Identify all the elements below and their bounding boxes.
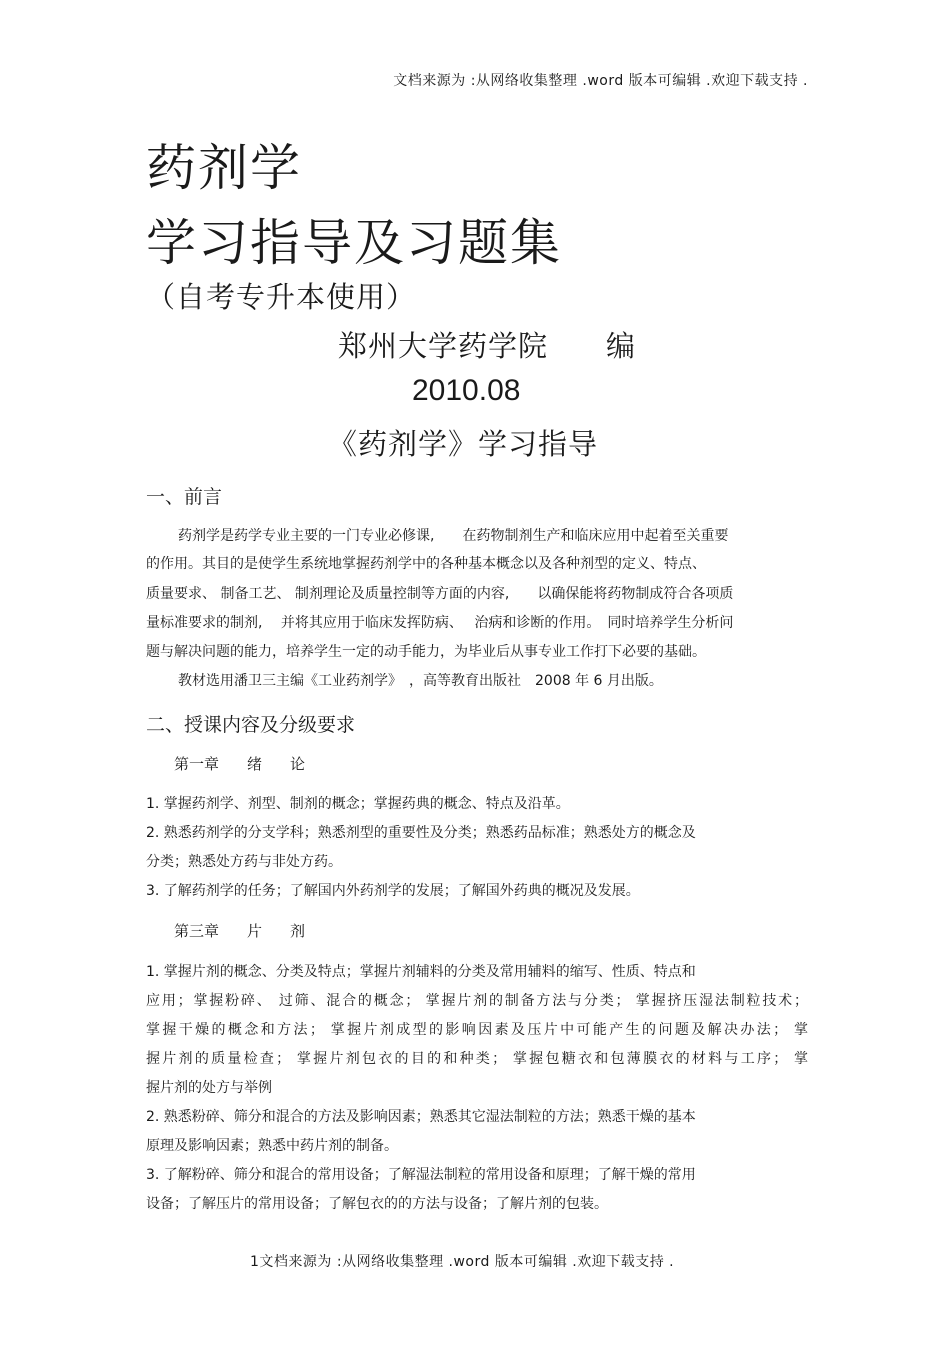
- usage-note: （自考专升本使用）: [146, 280, 417, 314]
- list-item: 应用；掌握粉碎、 过筛、混合的概念； 掌握片剂的制备方法与分类； 掌握挤压湿法制粒技术；: [146, 993, 808, 1009]
- chapter-heading-3: [174, 920, 333, 941]
- paragraph-line: 质量要求、 制备工艺、 制剂理论及质量控制等方面的内容, 以确保能将药物制成符合各项质: [146, 586, 734, 602]
- publish-date: 2010.08: [412, 374, 521, 407]
- paragraph-line: 题与解决问题的能力，培养学生一定的动手能力，为毕业后从事专业工作打下必要的基础。: [146, 644, 706, 660]
- list-item: 1. 掌握片剂的概念、分类及特点；掌握片剂辅料的分类及常用辅料的缩写、性质、特点和: [146, 964, 696, 980]
- paragraph-line: 量标准要求的制剂, 并将其应用于临床发挥防病、 治病和诊断的作用。 同时培养学生分析问: [146, 615, 734, 631]
- list-item: 2. 熟悉药剂学的分支学科；熟悉剂型的重要性及分类；熟悉药品标准；熟悉处方的概念及: [146, 825, 696, 841]
- author-suffix: 编: [606, 329, 637, 363]
- list-item: 3. 了解药剂学的任务；了解国内外药剂学的发展；了解国外药典的概况及发展。: [146, 883, 640, 899]
- list-item: 握片剂的质量检查； 掌握片剂包衣的目的和种类； 掌握包糖衣和包薄膜衣的材料与工序； 掌: [146, 1051, 808, 1067]
- chapter-title-char: 绪: [247, 755, 263, 773]
- list-item: 原理及影响因素；熟悉中药片剂的制备。: [146, 1138, 398, 1154]
- chapter-number: 第一章: [174, 755, 220, 773]
- list-item: 1. 掌握药剂学、剂型、制剂的概念；掌握药典的概念、特点及沿革。: [146, 796, 570, 812]
- list-item: 3. 了解粉碎、筛分和混合的常用设备；了解湿法制粒的常用设备和原理；了解干燥的常用: [146, 1167, 696, 1183]
- chapter-title-char: 论: [290, 755, 306, 773]
- list-item: 设备；了解压片的常用设备；了解包衣的的方法与设备；了解片剂的包装。: [146, 1196, 608, 1212]
- author-name: 郑州大学药学院: [338, 329, 549, 363]
- list-item: 掌握干燥的概念和方法； 掌握片剂成型的影响因素及压片中可能产生的问题及解决办法； 掌: [146, 1022, 808, 1038]
- section-heading-preface: 一、前言: [146, 486, 223, 508]
- page-footer: 1文档来源为 :从网络收集整理 .word 版本可编辑 .欢迎下载支持 .: [250, 1254, 675, 1270]
- paragraph-line: 教材选用潘卫三主编《工业药剂学》 ，高等教育出版社 2008 年 6 月出版。: [178, 673, 663, 689]
- paragraph-line: 药剂学是药学专业主要的一门专业必修课, 在药物制剂生产和临床应用中起着至关重要: [178, 528, 729, 544]
- book-title: 药剂学: [146, 139, 302, 197]
- chapter-title-char: 片: [247, 922, 263, 940]
- paragraph-line: 的作用。其目的是使学生系统地掌握药剂学中的各种基本概念以及各种剂型的定义、特点、: [146, 556, 706, 572]
- section-heading-content: 二、授课内容及分级要求: [146, 714, 356, 736]
- author-line: [338, 324, 636, 365]
- list-item: 分类；熟悉处方药与非处方药。: [146, 854, 342, 870]
- book-subtitle-main: 学习指导及习题集: [146, 214, 562, 272]
- chapter-number: 第三章: [174, 922, 220, 940]
- page-header: 文档来源为 :从网络收集整理 .word 版本可编辑 .欢迎下载支持 .: [393, 73, 808, 89]
- chapter-heading-1: [174, 753, 333, 774]
- guide-title: 《药剂学》学习指导: [328, 427, 599, 461]
- list-item: 握片剂的处方与举例: [146, 1080, 272, 1096]
- chapter-title-char: 剂: [290, 922, 306, 940]
- list-item: 2. 熟悉粉碎、筛分和混合的方法及影响因素；熟悉其它湿法制粒的方法；熟悉干燥的基本: [146, 1109, 696, 1125]
